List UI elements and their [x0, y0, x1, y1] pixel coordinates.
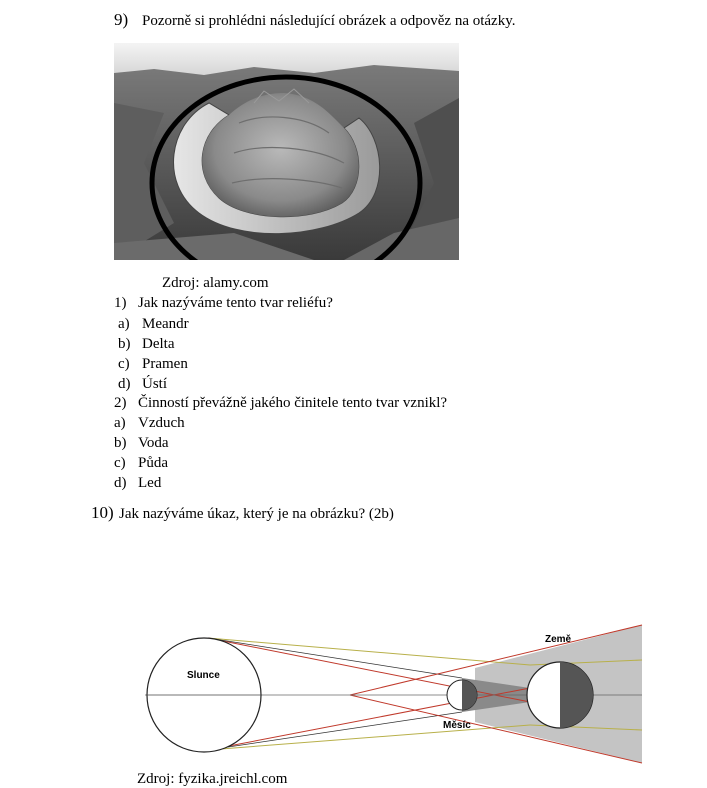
- option-text: Vzduch: [138, 415, 185, 431]
- option-letter: d): [114, 475, 127, 491]
- option-letter: d): [118, 376, 131, 392]
- option-letter: c): [118, 356, 130, 372]
- option-text: Led: [138, 475, 162, 491]
- option-text: Voda: [138, 435, 169, 451]
- option-letter: a): [114, 415, 126, 431]
- subquestion-1-text: Jak nazýváme tento tvar reliéfu?: [138, 295, 333, 311]
- earth-label: Země: [545, 634, 572, 645]
- question-10-number: 10): [91, 503, 114, 522]
- option-letter: b): [118, 336, 131, 352]
- option-text: Půda: [138, 455, 168, 471]
- sun-label: Slunce: [187, 670, 220, 681]
- moon-label: Měsíc: [443, 720, 471, 731]
- eclipse-diagram: [140, 620, 645, 770]
- option-text: Ústí: [142, 376, 168, 392]
- option-letter: b): [114, 435, 127, 451]
- option-text: Pramen: [142, 356, 188, 372]
- subquestion-1-number: 1): [114, 295, 127, 311]
- yellow-ray: [208, 638, 530, 665]
- option-text: Meandr: [142, 316, 189, 332]
- meander-photo: [114, 43, 459, 260]
- question-10-prompt: Jak nazýváme úkaz, který je na obrázku? (2b): [119, 506, 394, 522]
- subquestion-2-number: 2): [114, 395, 127, 411]
- diagram-source: Zdroj: fyzika.jreichl.com: [137, 771, 288, 787]
- option-letter: c): [114, 455, 126, 471]
- question-9-number: 9): [114, 10, 129, 29]
- yellow-ray: [208, 725, 530, 750]
- photo-source: Zdroj: alamy.com: [162, 275, 269, 291]
- option-letter: a): [118, 316, 130, 332]
- question-9-prompt: Pozorně si prohlédni následující obrázek a odpověz na otázky.: [142, 13, 516, 29]
- subquestion-2-text: Činností převážně jakého činitele tento tvar vznikl?: [138, 395, 448, 411]
- option-text: Delta: [142, 336, 175, 352]
